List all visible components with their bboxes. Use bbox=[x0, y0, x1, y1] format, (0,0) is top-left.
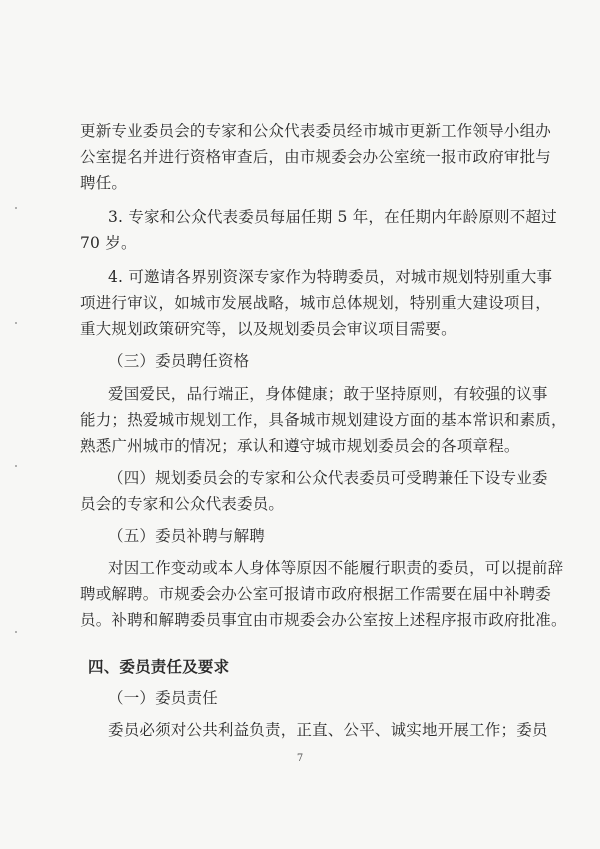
text-line: 员。补聘和解聘委员事宜由市规委会办公室按上述程序报市政府批准。 bbox=[80, 611, 567, 629]
text-line: 熟悉广州城市的情况；承认和遵守城市规划委员会的各项章程。 bbox=[80, 437, 520, 455]
text-line: 70 岁。 bbox=[80, 234, 137, 252]
text-line: 委员必须对公共利益负责，正直、公平、诚实地开展工作；委员 bbox=[108, 721, 548, 739]
text-line: 更新专业委员会的专家和公众代表委员经市城市更新工作领导小组办 bbox=[80, 122, 552, 140]
text-line: 对因工作变动或本人身体等原因不能履行职责的委员，可以提前辞 bbox=[108, 559, 564, 577]
text-line: 爱国爱民，品行端正，身体健康；敢于坚持原则，有较强的议事 bbox=[108, 385, 548, 403]
text-line: 能力；热爱城市规划工作，具备城市规划建设方面的基本常识和素质， bbox=[80, 411, 567, 429]
section-heading: （三）委员聘任资格 bbox=[108, 352, 250, 370]
text-line: 3. 专家和公众代表委员每届任期 5 年，在任期内年龄原则不超过 bbox=[108, 208, 557, 226]
scan-speck bbox=[15, 322, 17, 324]
text-line: 4. 可邀请各界别资深专家作为特聘委员，对城市规划特别重大事 bbox=[108, 268, 553, 286]
page-number: 7 bbox=[296, 753, 304, 764]
text-line: 重大规划政策研究等，以及规划委员会审议项目需要。 bbox=[80, 320, 457, 338]
text-line: 聘任。 bbox=[80, 174, 128, 192]
text-line: 员会的专家和公众代表委员。 bbox=[80, 495, 285, 513]
scan-speck bbox=[15, 465, 17, 467]
scan-speck bbox=[15, 207, 17, 209]
text-line: （四）规划委员会的专家和公众代表委员可受聘兼任下设专业委 bbox=[108, 469, 548, 487]
text-line: 聘或解聘。市规委会办公室可报请市政府根据工作需要在届中补聘委 bbox=[80, 585, 552, 603]
text-line: 项进行审议，如城市发展战略，城市总体规划，特别重大建设项目， bbox=[80, 294, 552, 312]
scan-speck bbox=[15, 631, 17, 633]
chapter-heading: 四、委员责任及要求 bbox=[88, 658, 230, 676]
section-heading: （五）委员补聘与解聘 bbox=[108, 527, 266, 545]
section-heading: （一）委员责任 bbox=[108, 689, 218, 707]
text-line: 公室提名并进行资格审查后，由市规委会办公室统一报市政府审批与 bbox=[80, 148, 552, 166]
